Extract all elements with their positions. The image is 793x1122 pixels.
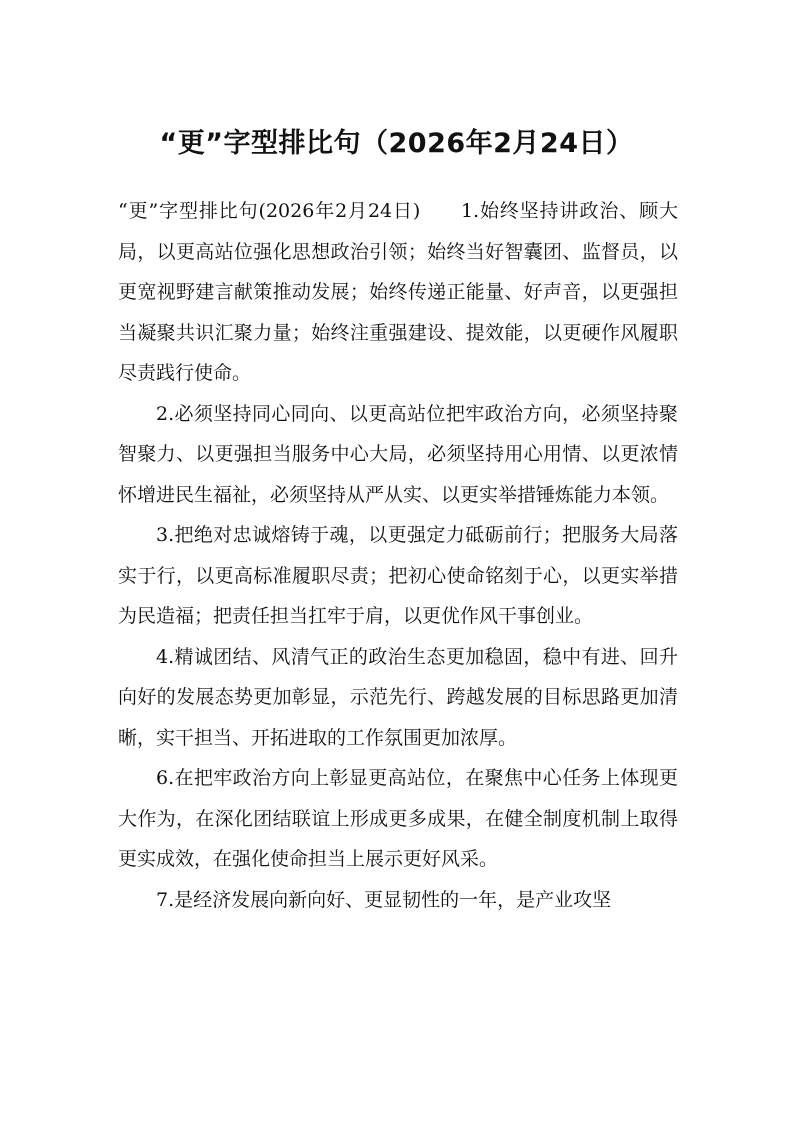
paragraph-7: 7.是经济发展向新向好、更显韧性的一年，是产业攻坚	[156, 888, 612, 911]
paragraph-4: 4.精诚团结、风清气正的政治生态更加稳固，稳中有进、回升向好的发展态势更加彰显，示范先行、跨越发展的目标思路更加清晰，实干担当、开拓进取的工作氛围更加浓厚。	[118, 645, 678, 749]
document-title: “更”字型排比句（2026年2月24日）	[159, 128, 634, 159]
paragraph-1: “更”字型排比句(2026年2月24日) 1.始终坚持讲政治、顾大局，以更高站位强化思想政治引领；始终当好智囊团、监督员，以更宽视野建言献策推动发展；始终传递正能量、好声音，以更强担当凝聚共识汇聚力量；始终注重强建设、提效能，以更硬作风履职尽责践行使命。	[118, 200, 678, 384]
document-body	[118, 191, 678, 920]
paragraph-3: 3.把绝对忠诚熔铸于魂，以更强定力砥砺前行；把服务大局落实于行，以更高标准履职尽责；把初心使命铭刻于心，以更实举措为民造福；把责任担当扛牢于肩，以更优作风干事创业。	[118, 524, 678, 627]
paragraph-6: 6.在把牢政治方向上彰显更高站位，在聚焦中心任务上体现更大作为，在深化团结联谊上形成更多成果，在健全制度机制上取得更实成效，在强化使命担当上展示更好风采。	[118, 767, 678, 870]
paragraph-2: 2.必须坚持同心同向、以更高站位把牢政治方向，必须坚持聚智聚力、以更强担当服务中心大局，必须坚持用心用情、以更浓情怀增进民生福祉，必须坚持从严从实、以更实举措锤炼能力本领。	[118, 402, 678, 506]
